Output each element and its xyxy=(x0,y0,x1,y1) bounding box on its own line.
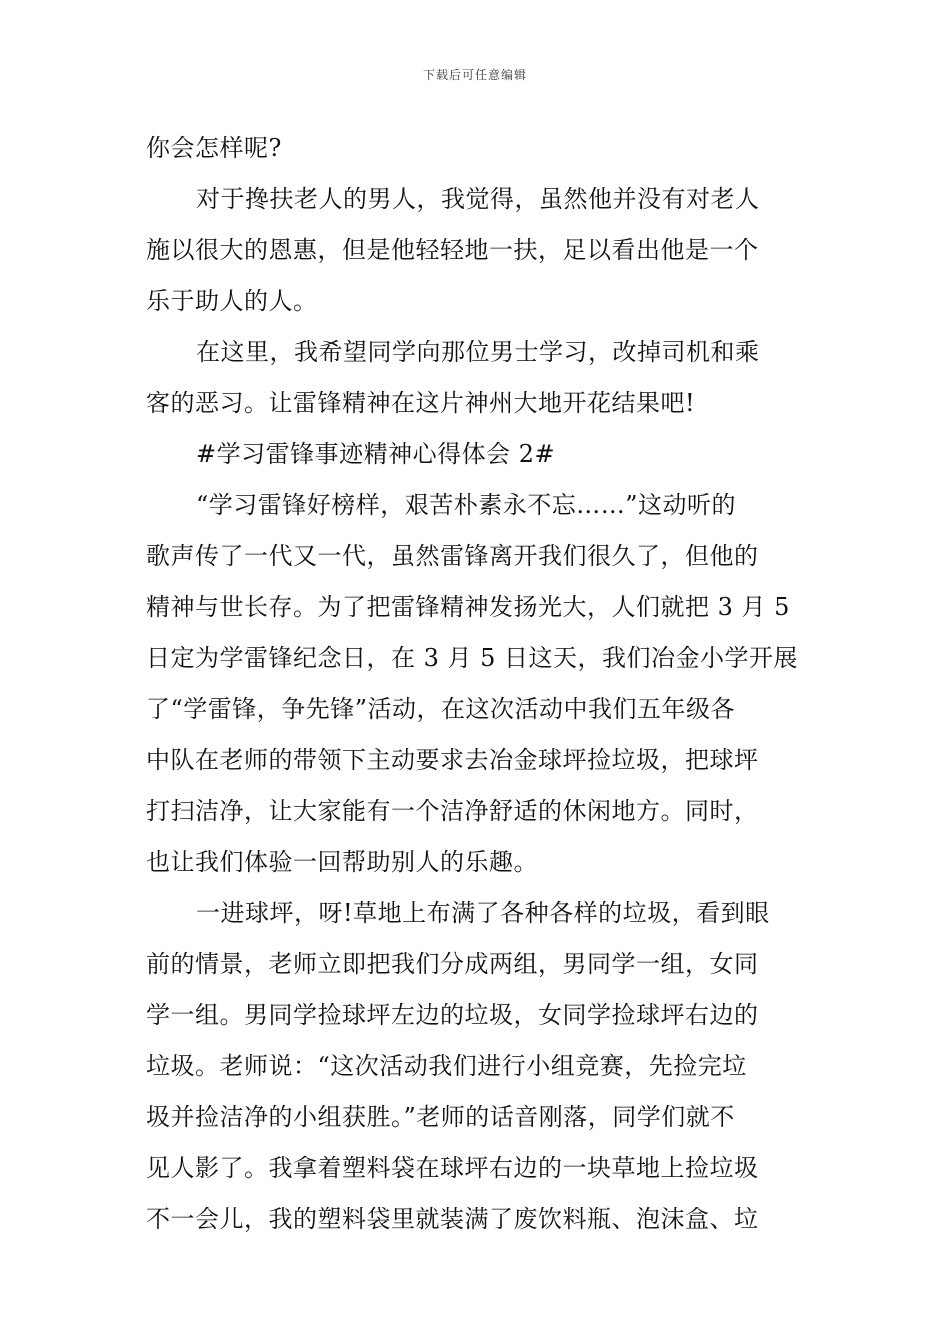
text-line: 客的恶习。让雷锋精神在这片神州大地开花结果吧! xyxy=(146,389,696,417)
text-line: 在这里，我希望同学向那位男士学习，改掉司机和乘 xyxy=(196,338,760,366)
text-line: 日定为学雷锋纪念日，在 3 月 5 日这天，我们冶金小学开展 xyxy=(146,644,799,672)
text-line: 乐于助人的人。 xyxy=(146,287,318,315)
text-line: 垃圾。老师说：“这次活动我们进行小组竞赛，先捡完垃 xyxy=(146,1052,747,1080)
text-line: 你会怎样呢? xyxy=(146,134,282,162)
text-line: 见人影了。我拿着塑料袋在球坪右边的一块草地上捡垃圾 xyxy=(146,1154,759,1182)
text-line: 也让我们体验一回帮助别人的乐趣。 xyxy=(146,848,538,876)
section-heading: #学习雷锋事迹精神心得体会 2# xyxy=(196,440,556,468)
text-line: 歌声传了一代又一代，虽然雷锋离开我们很久了，但他的 xyxy=(146,542,759,570)
text-line: 前的情景，老师立即把我们分成两组，男同学一组，女同 xyxy=(146,950,759,978)
text-line: 学一组。男同学捡球坪左边的垃圾，女同学捡球坪右边的 xyxy=(146,1001,759,1029)
text-line: 施以很大的恩惠，但是他轻轻地一扶，足以看出他是一个 xyxy=(146,236,759,264)
text-line: 中队在老师的带领下主动要求去冶金球坪捡垃圾，把球坪 xyxy=(146,746,759,774)
text-line: 不一会儿，我的塑料袋里就装满了废饮料瓶、泡沫盒、垃 xyxy=(146,1205,759,1233)
text-line: “学习雷锋好榜样，艰苦朴素永不忘……”这动听的 xyxy=(196,491,737,519)
text-line: 精神与世长存。为了把雷锋精神发扬光大，人们就把 3 月 5 xyxy=(146,593,790,621)
text-line: 对于搀扶老人的男人，我觉得，虽然他并没有对老人 xyxy=(196,185,760,213)
text-line: 了“学雷锋，争先锋”活动，在这次活动中我们五年级各 xyxy=(146,695,736,723)
text-line: 一进球坪，呀!草地上布满了各种各样的垃圾，看到眼 xyxy=(196,899,770,927)
body-text xyxy=(146,128,808,1250)
header-note: 下载后可任意编辑 xyxy=(422,68,527,82)
text-line: 圾并捡洁净的小组获胜。”老师的话音刚落，同学们就不 xyxy=(146,1103,735,1131)
text-line: 打扫洁净，让大家能有一个洁净舒适的休闲地方。同时， xyxy=(146,797,759,825)
